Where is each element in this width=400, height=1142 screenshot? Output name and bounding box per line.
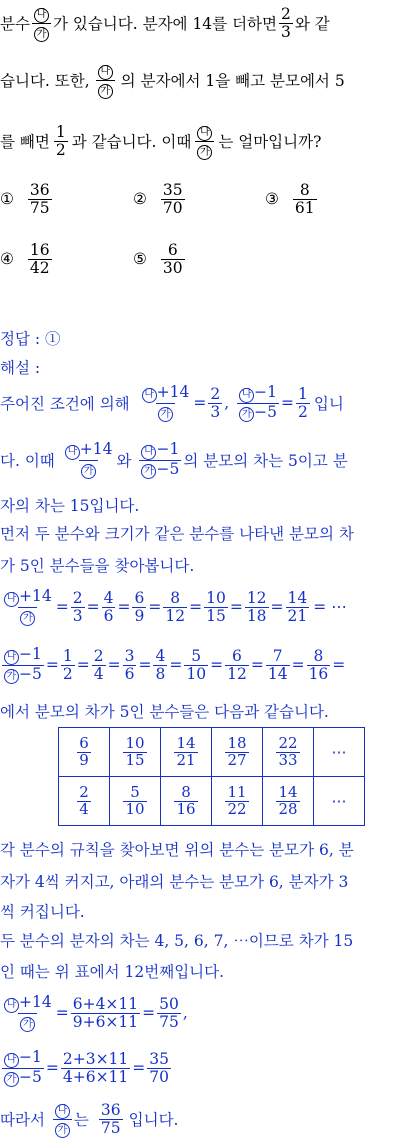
solution-line-3: 자의 차는 15입니다. [0,497,140,515]
table-cell [59,728,110,777]
fraction: $\frac{2}{3}$ [72,589,83,625]
choice-1[interactable]: ① $\frac{36}{75}$ [0,181,50,217]
fraction-two-thirds: $\frac{2}{3}$ [281,5,291,41]
table-cell-ellipsis: ⋯ [314,777,365,826]
fraction: $\frac{1}{2}$ [62,647,73,683]
fraction: $\frac{5}{10}$ [186,647,207,683]
fraction: $\frac{3}{6}$ [124,647,135,683]
fraction-na-over-ga [32,4,51,42]
question-text: 와 같 [294,15,330,33]
fraction: $\frac{8}{16}$ [176,782,196,818]
question-text: 를 빼면 [0,133,50,151]
solution-line-2: 다. 이때 $\frac{\text{나 +14}}{\text{가}}$ 와 $\frac{\text{나 −1}}{\text{가 −5}}$ 의 분모의 차는 5이고 분 [0,440,348,478]
fraction: $\frac{4}{6}$ [103,589,114,625]
table-cell [212,728,263,777]
fraction: $\frac{11}{22}$ [227,782,247,818]
table-row [59,728,365,777]
solution-line-7: 각 분수의 규칙을 찾아보면 위의 분수는 분모가 6, 분 [0,841,354,859]
circled-na-symbol: 나 [197,126,212,141]
question-text: 분수 [0,15,30,33]
fraction-table [58,727,365,826]
solution-line-8: 자가 4씩 커지고, 아래의 분수는 분모가 6, 분자가 3 [0,873,349,891]
fraction: $\frac{22}{33}$ [278,733,298,769]
equivalent-fractions-row-2: $\frac{\text{나 −1}}{\text{가 −5}}$ = $\frac{1}{2}$ = $\frac{2}{4}$ = $\frac{3}{6}$ = $\frac{4}{8}$ = $\frac{5}{10}$ = $\frac{6}{12}$ = $\frac{7}{14}$ = $\frac{8}{16}$ = [0,641,400,689]
circled-ga-symbol: 가 [197,145,212,160]
question-text: 과 같습니다. 이때 [71,133,192,151]
table-cell [110,777,161,826]
solution-line-11: 인 때는 위 표에서 12번째입니다. [0,963,225,981]
table-cell [161,777,212,826]
final-answer-line: 따라서 $\frac{\text{나}}{\text{가}}$ 는 $\frac{36}{75}$ 입니다. [0,1101,179,1137]
solution-line-1: 주어진 조건에 의해 $\frac{\text{나 +14}}{\text{가}}$ = $\frac{2}{3}$ , $\frac{\text{나 −1}}{\text{가 −5}}$ = $\frac{1}{2}$ 입니 [0,383,344,421]
fraction: $\frac{14}{28}$ [278,782,298,818]
fraction-na-minus1-over-ga-minus5: $\frac{\text{나 −1}}{\text{가 −5}}$ [237,384,279,422]
fraction: $\frac{2}{4}$ [79,782,89,818]
fraction: $\frac{14}{21}$ [287,589,308,625]
fraction: $\frac{7}{14}$ [267,647,288,683]
solution-line-4: 먼저 두 분수와 크기가 같은 분수를 나타낸 분모의 차 [0,525,354,543]
fraction-na-plus14-over-ga: $\frac{\text{나 +14}}{\text{가}}$ [140,384,192,422]
question-line-1 [0,0,400,46]
fraction: $\frac{14}{21}$ [176,733,196,769]
table-cell [263,777,314,826]
calculation-line-2: $\frac{\text{나 −1}}{\text{가 −5}}$ = $\frac{2+3\times 11}{4+6\times 11}$ = $\frac{35}{70}$ [0,1044,400,1092]
question-line-3 [0,118,400,164]
fraction: $\frac{6}{9}$ [134,589,145,625]
fraction: $\frac{6}{9}$ [79,733,89,769]
table-row [59,777,365,826]
table-cell [212,777,263,826]
choices-row-1 [0,176,400,222]
fraction: $\frac{10}{15}$ [125,733,145,769]
table-cell [110,728,161,777]
table-cell [263,728,314,777]
circled-ga-symbol: 가 [98,84,113,99]
solution-line-10: 두 분수의 분자의 차는 4, 5, 6, 7, ⋯이므로 차가 15 [0,932,354,950]
calculation-line-1: $\frac{\text{나 +14}}{\text{가}}$ = $\frac{6+4\times 11}{9+6\times 11}$ = $\frac{50}{75}$ , [0,989,400,1037]
answer-line [0,325,400,351]
choices-row-2 [0,236,400,282]
fraction: $\frac{12}{18}$ [246,589,267,625]
question-text: 의 분자에서 1을 빼고 분모에서 5 [120,72,345,90]
fraction-one-half: $\frac{1}{2}$ [55,123,66,159]
fraction: $\frac{2}{4}$ [93,647,104,683]
question-text: 습니다. 또한, [0,72,90,90]
fraction-na-over-ga [96,61,115,99]
fraction: $\frac{10}{15}$ [206,589,226,625]
choice-5[interactable]: ⑤ $\frac{6}{30}$ [133,241,183,277]
fraction: $\frac{4}{8}$ [155,647,166,683]
table-cell-ellipsis: ⋯ [314,728,365,777]
question-text: 가 있습니다. 분자에 14를 더하면 [52,15,277,33]
question-line-2 [0,57,400,103]
fraction: $\frac{5}{10}$ [125,782,145,818]
fraction-na-over-ga [195,122,214,160]
choice-3[interactable]: ③ $\frac{8}{61}$ [265,181,315,217]
choice-4[interactable]: ④ $\frac{16}{42}$ [0,241,50,277]
circled-na-symbol: 나 [98,65,113,80]
answer-label: 정답 : ① [0,330,61,348]
fraction: $\frac{18}{27}$ [227,733,247,769]
table-cell [161,728,212,777]
question-text: 는 얼마입니까? [218,133,322,151]
circled-na-symbol: 나 [34,8,49,23]
fraction: $\frac{8}{12}$ [165,589,186,625]
fraction: $\frac{6}{12}$ [227,647,247,683]
circled-ga-symbol: 가 [34,27,49,42]
equivalent-fractions-row-1: $\frac{\text{나 +14}}{\text{가}}$ = $\frac{2}{3}$ = $\frac{4}{6}$ = $\frac{6}{9}$ = $\frac{8}{12}$ = $\frac{10}{15}$ = $\frac{12}{18}$ = $\frac{14}{21}$ = ⋯ [0,583,400,631]
solution-line-6: 에서 분모의 차가 5인 분수들은 다음과 같습니다. [0,703,329,721]
solution-line-5: 가 5인 분수들을 찾아봅니다. [0,557,195,575]
table-cell [59,777,110,826]
fraction: $\frac{8}{16}$ [308,647,329,683]
solution-line-9: 씩 커집니다. [0,903,85,921]
choice-2[interactable]: ② $\frac{35}{70}$ [133,181,183,217]
solution-title: 해설 : [0,359,41,377]
